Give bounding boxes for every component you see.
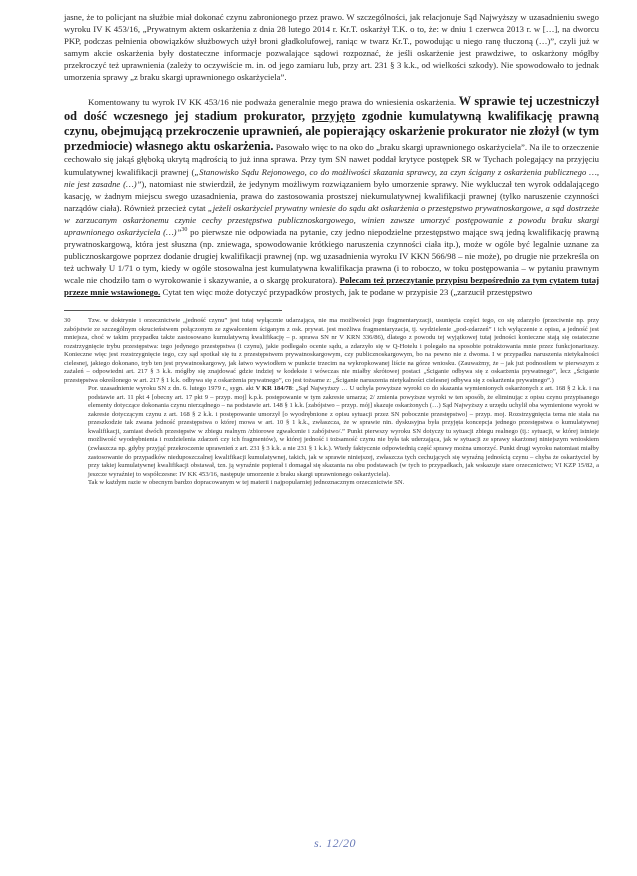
footnote-reference: 30 [181,226,188,233]
paragraph-2-text-d: Cytat ten więc może dotyczyć przypadków prostych, jak te podane w przypisie 23 („zarzucił przestępstwo [160,286,533,297]
bold-statement-part-b: zgodnie kumulatywną kwalifikację prawną czynu, obejmującą przekroczenie uprawnień, ale popierający oskarżenie prokurator nie złożył (w tym przedmiocie) własnego aktu oskarżenia. [64,109,599,153]
paragraph-2-lead: Komentowany tu wyrok IV KK 453/16 nie podważa generalnie mego prawa do wniesienia oskarżenia. [88,97,459,108]
bold-statement-underlined: przyjęto [311,109,356,124]
footnote-separator [64,310,282,311]
paragraph-1: jasne, że to policjant na służbie miał dokonać czynu zabronionego przez prawo. W szczególności, jak relacjonuje Sąd Najwyższy w uzasadnieniu swego wyroku IV K 453/16, „Prywatnym aktem oskarżenia z dnia 28 lutego 2014 r. Kr.T. oskarżył T.K. o to, że: w dniu 1 czerwca 2013 r. w […], na dworcu PKP, podczas pełnienia obowiązków służbowych użył broni gładkolufowej, raniąc w twarz Kr.T., powodując u niego ranę tłuczoną (…)”, czyli już w samym akcie oskarżenia były dostateczne informacje pozwalające sądowi rozpoznać, że jeśli oskarżenie jest prawdziwe, to oskarżony mógłby przekroczyć też uprawnienia (zależy to oczywiście m. in. od jego zamiaru lub, przy art. 231 § 3 k.k., od wielkości szkody). Nie spowodowało to jednak umorzenia sprawy „z braku skargi uprawnionego oskarżyciela”. [64,12,599,83]
footnote-case-signature: V KR 184/78 [255,385,292,393]
footnote-paragraph-2 [64,385,599,479]
paragraph-2-text-c: po pierwsze nie odpowiada na pytanie, czy jedno niepodzielne przestępstwo mające swą jedną kwalifikację prawną prywatnoskargową, która jest słuszna (np. zniewaga, spowodowanie krótkiego naruszenia czynności ciała itp.), może w ogóle być legalnie uznane za publicznoskargowe poprzez dodanie drugiej kwalifikacji prawnej (np. wg uzasadnienia wyroku IV KKN 566/98 – nie może), po drugie nie przekreśla on też uchwały U 1/71 o tym, kiedy w ogóle stosowalna jest kumulatywna kwalifikacja prawna (i to roboczo, w toku postępowania – w pytaniu prawnym wcale nie chodziło tam o wyrokowanie i skazywanie, a o skargę prokuratora). [64,226,600,285]
bold-statement-part-a: W sprawie tej uczestniczył od dość wczesnego jej stadium prokurator, [64,94,599,124]
footnote-number: 30 [64,317,71,325]
footnote-text-3: Tak w każdym razie w obecnym bardzo dopracowanym w tej materii i najpopularniej jednoznacznym orzecznictwie SN. [88,479,405,487]
handwritten-page-number: s. 12/20 [314,836,357,850]
paragraph-2 [64,94,599,298]
footnote-30 [64,317,599,488]
footnote-text-2a: Por. uzasadnienie wyroku SN z dn. 6. lutego 1979 r., sygn. akt [88,385,256,393]
paragraph-2-text-b: ), natomiast nie stwierdził, że jedynym możliwym rozwiązaniem było umorzenie sprawy. Nie wykluczał ten wyrok oddalającego kasację, w żadnym miejscu swego uzasadnienia, prawa do zastosowania prostszej niekumulatywnej kwalifikacji prawnej (tylko naruszenie czynności narządów ciała). Również przecież cytat [64,178,599,213]
footnote-text-1: Tzw. w doktrynie i orzecznictwie „jedność czynu” jest tutaj wyłącznie udarzająca, nie ma możliwości jego fragmentaryzacji, usunięcia części tego, co się zdarzyło (przeciwnie np. przy zabójstwie ze szczególnym okrucieństwem połączonym ze zgwałceniem ściganym z osk. prywat. jest możliwa fragmentaryzacja, tj. wydzielenie „pod-zdarzeń” i ich wyłączenie z opisu, a jedność jest mniejsza, choć w takim przypadku także zastosowano kumulatywną kwalifikację – p. sprawa SN nr V KRN 336/86), dlatego z powodu tej wyjątkowej tutaj jedności konieczne stają się ostateczne rozstrzygnięcie trybu przestępstwa: tego jedynego przestępstwa (i czynu), jakie podlegało ocenie sądu, a zdarzyło się w Q-Hotelu i polegało na sposobie potraktowania mnie przez funkcjonariuszy. Konieczne więc jest rozstrzygnięcie tego, czy sąd spotkał się tu z przestępstwem prywatnoskargowym, czy publicznoskargowym, bo na pewno nie z dwoma. I w przypadku naruszenia nietykalności cielesnej, jakiego dokonano, tryb ten jest prywatnoskargowy, jak łatwo wywiodłem w punkcie trzecim na wykropkowanej liście na górze wniosku. (Zauważmy, że – jak już podnosiłem w pierwszym z zażaleń – odpowiedni art. 217 § 3 k.k. mógłby się znajdować gdzie indziej w kodeksie i wówczas nie miałby skrótowej postaci „Ściganie odbywa się z oskarżenia prywatnego”, lecz „Ściganie przestępstwa określonego w art. 217 § 1 k.k. odbywa się z oskarżenia prywatnego”, co jest tożsame z: „Ściganie naruszenia nietykalności cielesnej odbywa się z oskarżenia prywatnego”.) [64,317,599,384]
footnote-paragraph-3 [64,479,599,488]
footnote-text-2c: : „Sąd Najwyższy … U uchyla powyższe wyroki co do skazania wymienionych oskarżonych z art. 168 § 2 k.k. i na podstawie art. 11 pkt 4 [obecny art. 17 pkt 9 – przyp. moj] k.p.k. postępowanie w tym zakresie umarza; 2/ zmienia powyższe wyroki w ten sposób, że eliminując z opisu czynu przypisanego elementy dotyczące dokonania czynu nierządnego – na podstawie art. 148 § 1 k.k. [zabójstwo – przyp. mój] skazuje oskarżonych (…) Sąd Najwyższy z urzędu uchylił oba wymienione wyroki w zakresie dotyczącym czynu z art. 168 § 2 k.k. i postępowanie umorzył [o wyodrębnione z opisu sytuacji przez SN pobocznie przestępstwo] – przyp. moj. Rozstrzygnięcia tema nie stała na przeszkodzie tak zwana jedność przestępstwa o której mowa w art. 10 § 1 k.k., zwłaszcza, że w sprawie nin. dyskusyjna była przyjęta koncepcja jednego przestępstwa o kumulatywnej kwalifikacji, zamiast dwóch przestępstw w zbiegu realnym /zbiorowe zgwałcenie i zabójstwo/.” Punkt pierwszy wyroku SN dotyczy tu sytuacji zbiegu realnego (tj.: sytuacji, w której istnieje możliwość wyodrębnienia i rozdzielenia zdarzeń czy ich fragmentów), w której jedność i tożsamość czynu nie była tak uderzająca, jak w sytuacji ze sprawy skarżonej niniejszym wnioskiem (zwłaszcza np. gdyby przyjąć przekroczenie uprawnień z art. 231 § 3 k.k. a nie 231 § 1 k.k.). Wtedy faktycznie odpowiednią część sprawy można umorzyć. Punkt drugi wyroku natomiast miałby zastosowanie do przypadków nieduposzczalnej kwalifikacji kumulatywnej, takich, jak w sprawie niniejszej, zwłaszcza tych cechujących się wyraźną jednością czynu – chyba że oskarżyciel by przy takiej kumulatywnej kwalifikacji obstawał, tzn. ją wyraźnie popierał i domagał się skazania na obu podstawach (w tych to przypadkach, jak wskazuje stare orzecznictwo; VI KZP 15/82, a jeszcze wyraźniej to współczesne: IV KK 453/16, następuje umorzenie z braku skargi uprawnionego oskarżyciela). [88,385,600,478]
quote-district-court: „Stanowisko Sądu Rejonowego, co do możliwości skazania sprawcy, za czyn ścigany z oskarżenia publicznego …, nie jest zasadne (…)” [64,166,599,189]
paragraph-2-text-a: Pasowało więc to na oko do „braku skargi uprawnionego oskarżyciela”. Na ile to orzeczenie cechowało się jakąś głęboką ukrytą mądrością to już inna sprawa. Przy tym SN nawet poddał krytyce postępek SR w Tychach polegający na przyjęciu kumulatywnej kwalifikacji prawnej ( [64,141,599,177]
footnote-paragraph-1 [64,317,599,385]
footnote-recommendation: Polecam też przeczytanie przypisu bezpośrednio za tym cytatem tutaj przeze mnie wstawionego. [64,274,600,297]
quote-supreme-court: „jeżeli oskarżyciel prywatny wniesie do sądu akt oskarżenia o przestępstwo prywatnoskargowe, a sąd dostrzeże w zarzucanym oskarżonemu czynie cechy przestępstwa publicznoskargowego, winien zawsze umorzyć postępowanie z powodu braku skargi uprawnionego oskarżyciela (…)” [64,202,599,237]
